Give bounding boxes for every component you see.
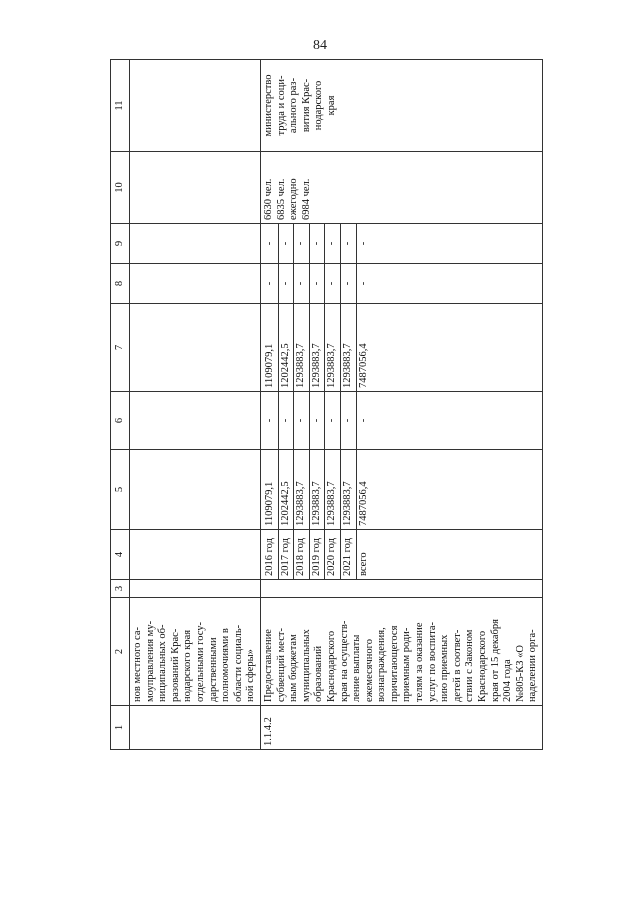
value-cell: - <box>293 224 309 263</box>
header-cell-11: 11 <box>111 60 130 152</box>
value-cell: 1293883,7 <box>324 304 340 391</box>
value-cell: - <box>356 264 372 303</box>
col7-cell <box>260 304 542 392</box>
description-line: №805-КЗ «О <box>514 645 526 702</box>
rotated-table-block <box>110 60 539 750</box>
main-col3 <box>260 580 542 598</box>
description-line: Предоставление <box>262 629 274 702</box>
value-cell: 1109079,1 <box>263 481 275 526</box>
col5-cell <box>260 450 542 530</box>
value-cell: - <box>278 264 294 303</box>
description-line: причитающегося <box>388 625 400 702</box>
indicator-line: 6630 чел. <box>262 178 274 220</box>
description-line: ной сферы» <box>245 649 257 702</box>
description-line: субвенций мест- <box>275 628 287 702</box>
header-cell-9: 9 <box>111 224 130 264</box>
description-line: Краснодарского <box>325 630 337 702</box>
description-line: детей в соответ- <box>451 629 463 702</box>
value-cell: 1202442,5 <box>278 304 294 391</box>
prev-col3 <box>130 580 261 598</box>
indicator-line: ежегодно <box>288 178 300 220</box>
header-cell-5: 5 <box>111 450 130 530</box>
description-line: ным бюджетам <box>288 634 300 702</box>
table-row-main <box>260 60 542 750</box>
value-cell: 7487056,4 <box>356 450 372 529</box>
header-cell-7: 7 <box>111 304 130 392</box>
description-line: наделении орга- <box>527 629 539 702</box>
description-line: ление выплаты <box>351 634 363 702</box>
description-line: края на осуществ- <box>338 620 350 702</box>
prev-col5 <box>130 450 261 530</box>
indicator-line: 6984 чел. <box>300 178 312 220</box>
prev-col4 <box>130 530 261 580</box>
description-line: 2004 года <box>502 659 514 702</box>
value-cell: - <box>356 224 372 263</box>
col10-cell <box>260 152 542 224</box>
header-row <box>111 60 130 750</box>
responsible-line: министерство <box>262 74 274 137</box>
responsible-line: труда и соци- <box>275 75 287 136</box>
description-line: края от 15 декабря <box>489 619 501 702</box>
description-line: нию приемных <box>439 634 451 702</box>
description-line: отдельными госу- <box>194 622 206 702</box>
description-line: ежемесячного <box>363 639 375 702</box>
value-cell: - <box>293 264 309 303</box>
prev-col9 <box>130 224 261 264</box>
year-cell: 2018 год <box>293 530 309 579</box>
value-cell: 7487056,4 <box>356 304 372 391</box>
header-cell-4: 4 <box>111 530 130 580</box>
main-description-cell <box>260 598 542 706</box>
value-cell: 1293883,7 <box>309 450 325 529</box>
description-line: ниципальных об- <box>157 624 169 702</box>
value-cell: 1293883,7 <box>324 450 340 529</box>
header-cell-6: 6 <box>111 392 130 450</box>
value-cell: - <box>324 392 340 449</box>
value-cell: 1293883,7 <box>340 304 356 391</box>
description-line: дарственными <box>207 637 219 702</box>
value-cell: - <box>309 392 325 449</box>
prev-col8 <box>130 264 261 304</box>
page-number: 84 <box>313 38 327 53</box>
value-cell: - <box>278 392 294 449</box>
description-line: области социаль- <box>232 624 244 702</box>
value-cell: - <box>324 224 340 263</box>
indicator-line: 6835 чел. <box>275 178 287 220</box>
prev-number-cell <box>130 706 261 750</box>
prev-col7 <box>130 304 261 392</box>
value-cell: 1293883,7 <box>293 450 309 529</box>
value-cell: - <box>309 224 325 263</box>
year-cell: 2020 год <box>324 530 340 579</box>
prev-col11 <box>130 60 261 152</box>
value-cell: - <box>263 281 275 286</box>
header-cell-2: 2 <box>111 598 130 706</box>
description-line: телям за оказание <box>414 622 426 702</box>
description-line: нов местного са- <box>132 626 143 702</box>
year-cell: 2019 год <box>309 530 325 579</box>
description-line: нодарского края <box>182 629 194 702</box>
col9-cell <box>260 224 542 264</box>
program-table <box>110 59 543 750</box>
description-line: моуправления му- <box>144 620 156 702</box>
col8-cell <box>260 264 542 304</box>
value-cell: 1293883,7 <box>309 304 325 391</box>
value-cell: 1293883,7 <box>340 450 356 529</box>
year-cell: 2017 год <box>278 530 294 579</box>
header-cell-1: 1 <box>111 706 130 750</box>
responsible-line: края <box>325 95 337 116</box>
header-cell-3: 3 <box>111 580 130 598</box>
value-cell: - <box>324 264 340 303</box>
value-cell: 1293883,7 <box>293 304 309 391</box>
prev-description-cell <box>130 598 261 706</box>
value-cell: - <box>356 392 372 449</box>
responsible-line: нодарского <box>313 80 325 131</box>
value-cell: - <box>340 224 356 263</box>
description-line: вознаграждения, <box>376 627 388 702</box>
years-cell <box>260 530 542 580</box>
prev-col10 <box>130 152 261 224</box>
value-cell: - <box>309 264 325 303</box>
prev-col6 <box>130 392 261 450</box>
header-cell-8: 8 <box>111 264 130 304</box>
value-cell: - <box>293 392 309 449</box>
year-cell: 2016 год <box>263 538 275 576</box>
responsible-line: ального раз- <box>288 77 300 134</box>
description-line: образований <box>313 645 325 702</box>
table-row-previous <box>130 60 261 750</box>
value-cell: 1109079,1 <box>263 343 275 388</box>
value-cell: 1202442,5 <box>278 450 294 529</box>
year-cell: всего <box>356 530 372 579</box>
row-number-cell: 1.1.4.2 <box>260 706 542 750</box>
value-cell: - <box>263 241 275 246</box>
description-line: услуг по воспита- <box>426 622 438 702</box>
header-cell-10: 10 <box>111 152 130 224</box>
year-cell: 2021 год <box>340 530 356 579</box>
col6-cell <box>260 392 542 450</box>
description-line: ствии с Законом <box>464 629 476 702</box>
responsible-line: вития Крас- <box>300 78 312 133</box>
value-cell: - <box>340 264 356 303</box>
description-line: Краснодарского <box>477 630 489 702</box>
col11-cell <box>260 60 542 152</box>
value-cell: - <box>263 418 275 423</box>
description-line: полномочиями в <box>220 628 232 702</box>
description-line: муниципальных <box>300 629 312 702</box>
description-line: приемным роди- <box>401 627 413 702</box>
value-cell: - <box>340 392 356 449</box>
description-line: разований Крас- <box>169 628 181 702</box>
value-cell: - <box>278 224 294 263</box>
